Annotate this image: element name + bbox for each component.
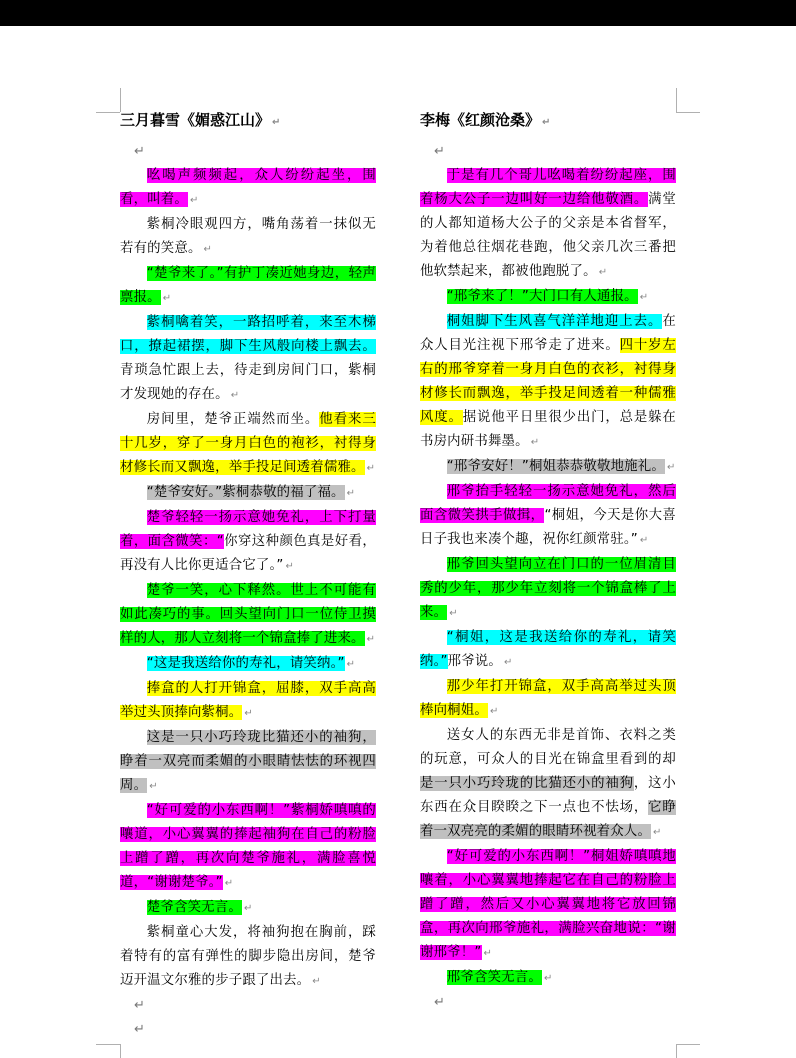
crop-mark-bottom-left-h [96, 1044, 120, 1045]
empty-paragraph[interactable]: ↵ [434, 995, 445, 1010]
text-run: 送女人的东西无非是首饰、衣料之类的玩意，可众人的目光在锦盒里看到的却 [420, 728, 676, 767]
right-paragraph[interactable] [420, 626, 676, 675]
highlighted-text-run: 紫桐噙着笑，一路招呼着，来至木梯口，撩起裙摆，脚下生风般向楼上飘去。 [120, 315, 376, 354]
paragraph-mark: ↵ [230, 390, 240, 401]
paragraph-mark: ↵ [639, 535, 649, 546]
left-paragraph[interactable] [120, 896, 376, 921]
paragraph-mark: ↵ [285, 561, 295, 572]
right-paragraph[interactable] [420, 724, 676, 845]
left-paragraph[interactable] [120, 579, 376, 652]
paragraph-mark: ↵ [504, 657, 513, 668]
right-paragraph[interactable] [420, 966, 676, 991]
paragraph-mark: ↵ [666, 462, 676, 473]
left-paragraph[interactable] [120, 652, 376, 677]
text-run: 你穿这种颜色真是好看，再没有人比你更适合它了。” [120, 534, 376, 573]
paragraph-mark: ↵ [449, 608, 458, 619]
empty-paragraph[interactable]: ↵ [134, 144, 145, 159]
highlighted-text-run: 捧盒的人打开锦盒，屈膝，双手高高举过头顶捧向紫桐。 [120, 681, 376, 720]
left-body [120, 164, 376, 994]
right-paragraph[interactable] [420, 455, 676, 480]
highlighted-text-run: 楚爷轻轻一扬示意她免礼，上下打量着，面含微笑：“ [120, 510, 376, 549]
highlighted-text-run: “楚爷安好。”紫桐恭敬的福了福。 [146, 485, 345, 500]
paragraph-mark: ↵ [489, 706, 499, 717]
crop-mark-top-right-v [676, 88, 677, 112]
paragraph-mark: ↵ [346, 488, 356, 499]
paragraph-mark: ↵ [530, 437, 540, 448]
right-paragraph[interactable] [420, 553, 676, 626]
text-run: 邢爷说。 [447, 654, 502, 669]
crop-mark-bottom-left-v [120, 1044, 121, 1058]
paragraph-mark: ↵ [483, 948, 493, 959]
window-top-bar [0, 0, 796, 26]
highlighted-text-run: 邢爷抬手轻轻一扬示意她免礼，然后面含微笑拱手做揖， [420, 484, 676, 523]
left-paragraph[interactable] [120, 164, 376, 213]
highlighted-text-run: 邢爷含笑无言。 [446, 970, 542, 985]
right-body [420, 164, 676, 991]
crop-mark-top-left-h [96, 112, 120, 113]
left-paragraph[interactable] [120, 726, 376, 799]
text-run: 满堂的人都知道杨大公子的父亲是本省督军，为着他总往烟花巷跑，他父亲几次三番把他软禁起来，都被他跑脱了。 [420, 192, 676, 279]
crop-mark-bottom-right-h [676, 1044, 700, 1045]
highlighted-text-run: “邢爷安好！”桐姐恭恭敬敬地施礼。 [446, 459, 665, 474]
text-run: 在众人目光注视下邢爷走了进来。 [420, 314, 676, 353]
paragraph-mark: ↵ [366, 463, 376, 474]
left-paragraph[interactable] [120, 677, 376, 726]
right-paragraph[interactable] [420, 480, 676, 553]
highlighted-text-run: 它睁着一双亮亮的柔媚的眼睛环视着众人。 [420, 800, 676, 839]
highlighted-text-run: “邢爷来了！”大门口有人通报。 [446, 289, 638, 304]
text-run: 青琐急忙跟上去，待走到房间门口，紫桐才发现她的存在。 [120, 363, 376, 402]
highlighted-text-run: “楚爷来了。”有护丁凑近她身边，轻声禀报。 [120, 266, 376, 305]
left-column [120, 108, 376, 1042]
empty-paragraph[interactable]: ↵ [134, 1022, 145, 1037]
right-paragraph[interactable] [420, 310, 676, 455]
highlighted-text-run: “这是我送给你的寿礼，请笑纳。” [146, 656, 345, 671]
highlighted-text-run: 吆喝声频频起，众人纷纷起坐，围看，叫着。 [120, 168, 376, 207]
highlighted-text-run: 四十岁左右的邢爷穿着一身月白色的衣衫，衬得身材修长而飘逸，举手投足间透着一种儒雅风度。 [420, 338, 676, 425]
highlighted-text-run: 桐姐脚下生风喜气洋洋地迎上去。 [446, 314, 663, 329]
right-paragraph[interactable] [420, 285, 676, 310]
paragraph-mark: ↵ [149, 781, 158, 792]
text-run: ，这小东西在众目睽睽之下一点也不怯场， [420, 776, 676, 815]
paragraph-mark: ↵ [243, 903, 253, 914]
left-paragraph[interactable] [120, 311, 376, 408]
left-paragraph[interactable] [120, 213, 376, 262]
highlighted-text-run: 楚爷一笑，心下释然。世上不可能有如此凑巧的事。回头望向门口一位侍卫摸样的人，那人立刻将一个锦盒捧了进来。 [120, 583, 376, 646]
right-column [420, 108, 676, 1015]
highlighted-text-run: 是一只小巧玲珑的比猫还小的袖狗 [420, 776, 634, 791]
text-run: 房间里，楚爷正端然而坐。 [146, 412, 320, 427]
paragraph-mark: ↵ [224, 878, 234, 889]
paragraph-mark: ↵ [639, 292, 649, 303]
paragraph-mark: ↵ [346, 659, 356, 670]
right-paragraph[interactable] [420, 675, 676, 724]
highlighted-text-run: 那少年打开锦盒，双手高高举过头顶棒向桐姐。 [420, 679, 676, 718]
empty-paragraph[interactable]: ↵ [134, 998, 145, 1013]
highlighted-text-run: “好可爱的小东西啊！”桐姐娇嗔嗔地嚷着，小心翼翼地捧起它在自己的粉脸上蹭了蹭，然后又小心翼翼地将它放回锦盒，再次向邢爷施礼，满脸兴奋地说：“谢谢邢爷！” [420, 849, 676, 960]
left-paragraph[interactable] [120, 408, 376, 481]
left-paragraph[interactable] [120, 481, 376, 506]
right-title[interactable]: 李梅《红颜沧桑》 ↵ [420, 111, 551, 129]
highlighted-text-run: 他看来三十几岁，穿了一身月白色的袍衫，衬得身材修长而又飘逸，举手投足间透着儒雅。 [120, 412, 376, 475]
paragraph-mark: ↵ [244, 708, 253, 719]
highlighted-text-run: 楚爷含笑无言。 [146, 900, 242, 915]
left-paragraph[interactable] [120, 799, 376, 896]
left-title[interactable]: 三月暮雪《媚惑江山》 ↵ [120, 111, 281, 129]
paragraph-mark: ↵ [189, 195, 199, 206]
paragraph-mark: ↵ [312, 976, 321, 987]
left-paragraph[interactable] [120, 921, 376, 994]
paragraph-mark: ↵ [366, 634, 376, 645]
highlighted-text-run: “好可爱的小东西啊！”紫桐娇嗔嗔的嚷道，小心翼翼的捧起袖狗在自己的粉脸上蹭了蹭，再次向楚爷施礼，满脸喜悦道，“谢谢楚爷。” [120, 803, 376, 890]
right-paragraph[interactable] [420, 845, 676, 966]
left-paragraph[interactable] [120, 506, 376, 579]
highlighted-text-run: 邢爷回头望向立在门口的一位眉清目秀的少年，那少年立刻将一个锦盒棒了上来。 [420, 557, 676, 620]
crop-mark-top-right-h [676, 112, 700, 113]
paragraph-mark: ↵ [543, 973, 553, 984]
paragraph-mark: ↵ [203, 244, 213, 255]
empty-paragraph[interactable]: ↵ [434, 144, 445, 159]
paragraph-mark: ↵ [162, 293, 172, 304]
paragraph-mark: ↵ [653, 827, 662, 838]
paragraph-mark: ↵ [598, 267, 608, 278]
right-paragraph[interactable] [420, 164, 676, 285]
left-paragraph[interactable] [120, 262, 376, 311]
highlighted-text-run: 这是一只小巧玲珑比猫还小的袖狗，睁着一双亮而柔媚的小眼睛怯怯的环视四周。 [120, 730, 376, 793]
highlighted-text-run: “桐姐，这是我送给你的寿礼，请笑纳。” [420, 630, 676, 669]
text-run: 紫桐冷眼观四方，嘴角荡着一抹似无若有的笑意。 [120, 217, 376, 256]
text-run: 据说他平日里很少出门，总是躲在书房内研书舞墨。 [420, 410, 676, 449]
text-run: 紫桐童心大发，将袖狗抱在胸前，踩着特有的富有弹性的脚步隐出房间，楚爷迈开温文尔雅的步子跟了出去。 [120, 925, 376, 988]
highlighted-text-run: 于是有几个哥儿吆喝着纷纷起座，围着杨大公子一边叫好一边给他敬酒。 [420, 168, 676, 207]
crop-mark-bottom-right-v [676, 1044, 677, 1058]
text-run: “桐姐，今天是你大喜日子我也来凑个趣，祝你红颜常驻。” [420, 508, 676, 547]
